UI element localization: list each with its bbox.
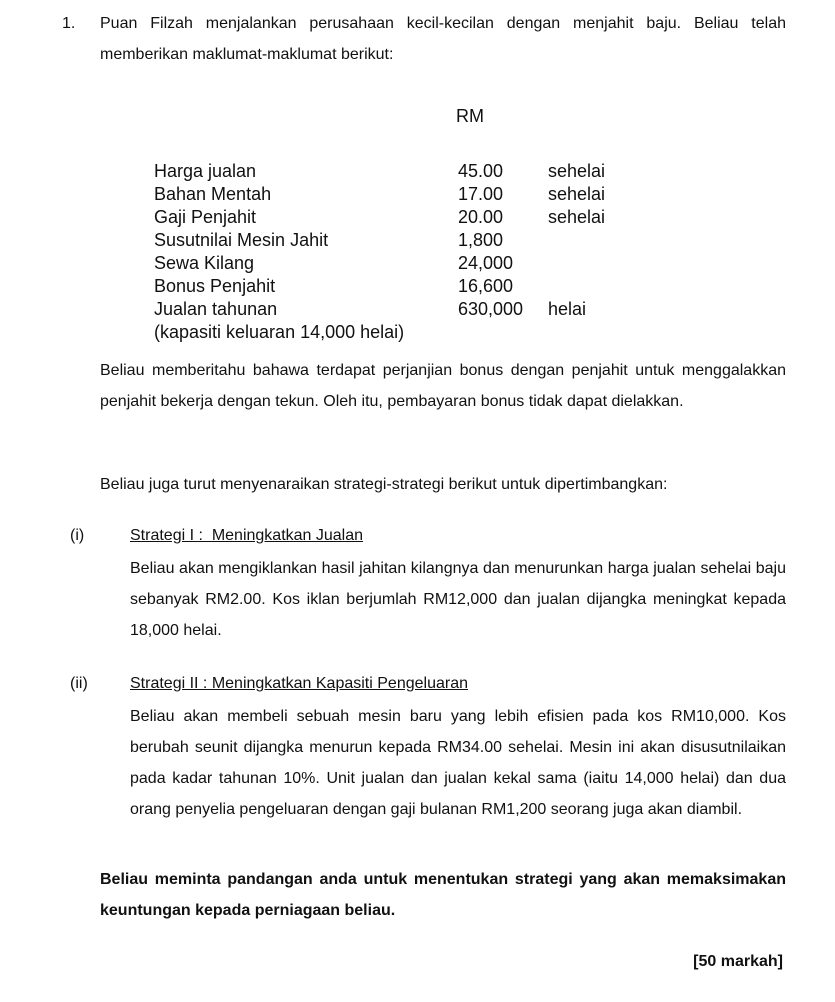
row-amount: 17.00 [458,184,504,204]
row-label: Bahan Mentah [154,184,272,204]
row-amount: 20.00 [458,207,504,227]
marks-label: [50 markah] [693,953,783,970]
question-intro: Puan Filzah menjalankan perusahaan kecil-kecilan dengan menjahit baju. Beliau telah memberikan maklumat-maklumat berikut: [100,15,786,63]
strategy-1-title: Strategi I : Meningkatkan Jualan [130,527,364,544]
row-label: Sewa Kilang [154,253,255,273]
row-amount: 630,000 [458,299,524,319]
request-paragraph: Beliau meminta pandangan anda untuk menentukan strategi yang akan memaksimakan keuntungan kepada perniagaan beliau. [100,871,786,919]
row-amount: 45.00 [458,161,504,181]
row-label: Susutnilai Mesin Jahit [154,230,329,250]
currency-header: RM [456,106,484,126]
row-label: Gaji Penjahit [154,207,257,227]
row-label: Bonus Penjahit [154,276,276,296]
capacity-note: (kapasiti keluaran 14,000 helai) [154,322,405,342]
info-table [154,105,634,342]
row-label: Jualan tahunan [154,299,278,319]
strategy-1-marker: (i) [70,527,85,544]
strategy-1-body: Beliau akan mengiklankan hasil jahitan kilangnya dan menurunkan harga jualan sehelai baju sebanyak RM2.00. Kos iklan berjumlah RM12,000 dan jualan dijangka meningkat kepada 18,000 helai. [130,560,786,639]
row-unit: sehelai [548,161,606,181]
strategy-2-body: Beliau akan membeli sebuah mesin baru yang lebih efisien pada kos RM10,000. Kos berubah seunit dijangka menurun kepada RM34.00 sehelai. Mesin ini akan disusutnilaikan pada kadar tahunan 10%. Unit jualan dan jualan kekal sama (iaitu 14,000 helai) dan dua orang penyelia pengeluaran dengan gaji bulanan RM1,200 seorang juga akan diambil. [130,708,786,818]
strategy-2-marker: (ii) [70,675,88,692]
row-amount: 1,800 [458,230,504,250]
bonus-paragraph: Beliau memberitahu bahawa terdapat perjanjian bonus dengan penjahit untuk menggalakkan penjahit bekerja dengan tekun. Oleh itu, pembayaran bonus tidak dapat dielakkan. [100,362,786,410]
row-amount: 24,000 [458,253,514,273]
row-amount: 16,600 [458,276,514,296]
strategy-2-title: Strategi II : Meningkatkan Kapasiti Pengeluaran [130,675,468,692]
row-unit: helai [548,299,587,319]
row-unit: sehelai [548,207,606,227]
strategies-intro: Beliau juga turut menyenaraikan strategi-strategi berikut untuk dipertimbangkan: [100,476,668,493]
question-number: 1. [62,15,76,32]
row-unit: sehelai [548,184,606,204]
row-label: Harga jualan [154,161,257,181]
